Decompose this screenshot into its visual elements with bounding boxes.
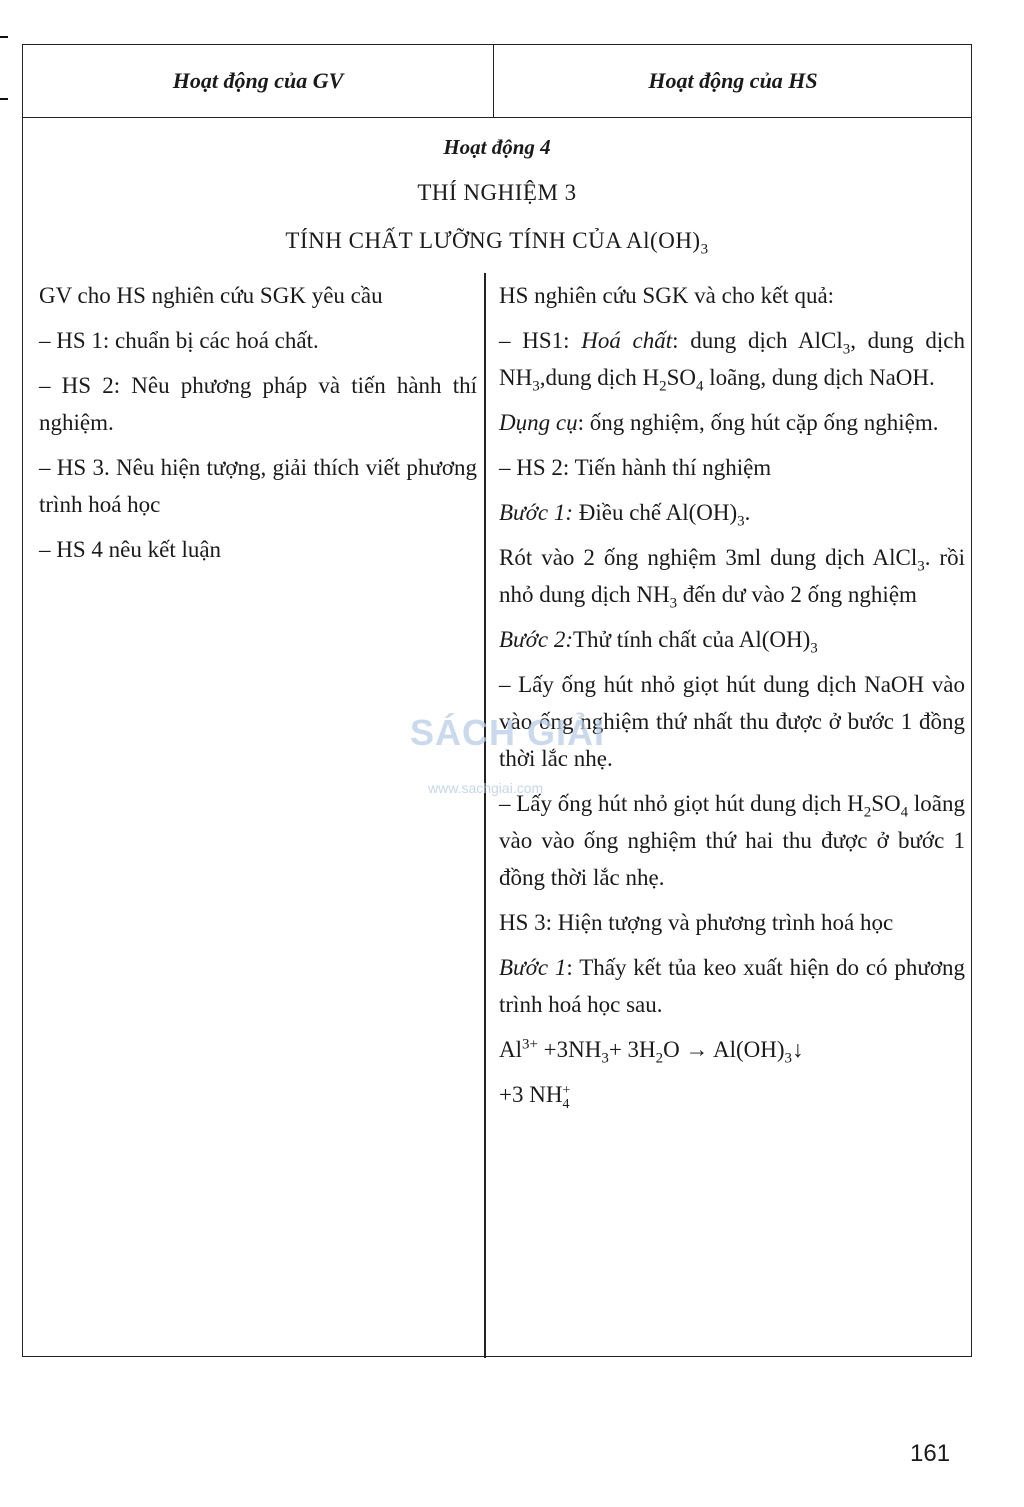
step1-pour: Rót vào 2 ống nghiệm 3ml dung dịch AlCl$_3$. rồi nhỏ dung dịch $NH_3$ đến dư vào 2 ống nghiệm xyxy=(499,545,965,612)
gv-item: – HS 2: Nêu phương pháp và tiến hành thí nghiệm. xyxy=(39,373,477,435)
column-divider xyxy=(484,273,486,1358)
experiment-title: THÍ NGHIỆM 3 xyxy=(417,180,577,205)
hs3-line: HS 3: Hiện tượng và phương trình hoá học xyxy=(499,910,894,935)
chemical-equation: $Al^{3+} +3NH_3+ 3H_2O$ → $Al(OH)_3↓$ xyxy=(499,1036,804,1067)
gv-item: – HS 3. Nêu hiện tượng, giải thích viết phương trình hoá học xyxy=(39,455,477,517)
property-title: TÍNH CHẤT LƯỠNG TÍNH CỦA $Al(OH)_3$ xyxy=(285,228,709,258)
step2-heading: Bước 2:Thử tính chất của $Al(OH)_3$ xyxy=(499,627,818,657)
hs2-line: – HS 2: Tiến hành thí nghiệm xyxy=(499,455,772,480)
hs1-tools: Dụng cụ: ống nghiệm, ống hút cặp ống nghiệm. xyxy=(499,410,939,435)
step1-heading: Bước 1: Điều chế $Al(OH)_3$. xyxy=(499,500,751,530)
page-number: 161 xyxy=(910,1440,951,1467)
hs-intro: HS nghiên cứu SGK và cho kết quả: xyxy=(499,283,835,308)
hs-column xyxy=(499,277,965,1121)
gv-column xyxy=(39,277,477,576)
margin-tick xyxy=(0,36,8,38)
activity-table xyxy=(22,44,972,1357)
table-header-row xyxy=(23,45,971,118)
margin-tick xyxy=(0,98,8,100)
result-step1: Bước 1: Thấy kết tủa keo xuất hiện do có phương trình hoá học sau. xyxy=(499,955,965,1017)
gv-item: GV cho HS nghiên cứu SGK yêu cầu xyxy=(39,283,383,308)
watermark-url: www.sachgiai.com xyxy=(428,780,544,796)
gv-item: – HS 1: chuẩn bị các hoá chất. xyxy=(39,328,319,353)
chemical-equation-tail: +3 NH + 4 xyxy=(499,1081,571,1111)
gv-item: – HS 4 nêu kết luận xyxy=(39,537,222,562)
header-gv: Hoạt động của GV xyxy=(23,45,494,117)
step2-h2so4: – Lấy ống hút nhỏ giọt hút dung dịch $H_2SO_4$ loãng vào vào ống nghiệm thứ hai thu được ở bước 1 đồng thời lắc nhẹ. xyxy=(499,791,965,890)
watermark-logo: SÁCH GIẢI xyxy=(410,712,606,753)
step2-naoh: – Lấy ống hút nhỏ giọt hút dung dịch NaOH vào vào ống nghiệm thứ nhất thu được ở bước 1 đồng thời lắc nhẹ. xyxy=(499,672,965,771)
hs1-chemicals: – HS1: Hoá chất: dung dịch AlCl$_3$, dung dịch $NH_3,dung$ dịch $H_2SO_4$ loãng, dung dịch NaOH. xyxy=(499,328,965,395)
activity-title: Hoạt động 4 xyxy=(443,135,551,159)
header-hs: Hoạt động của HS xyxy=(648,68,818,93)
